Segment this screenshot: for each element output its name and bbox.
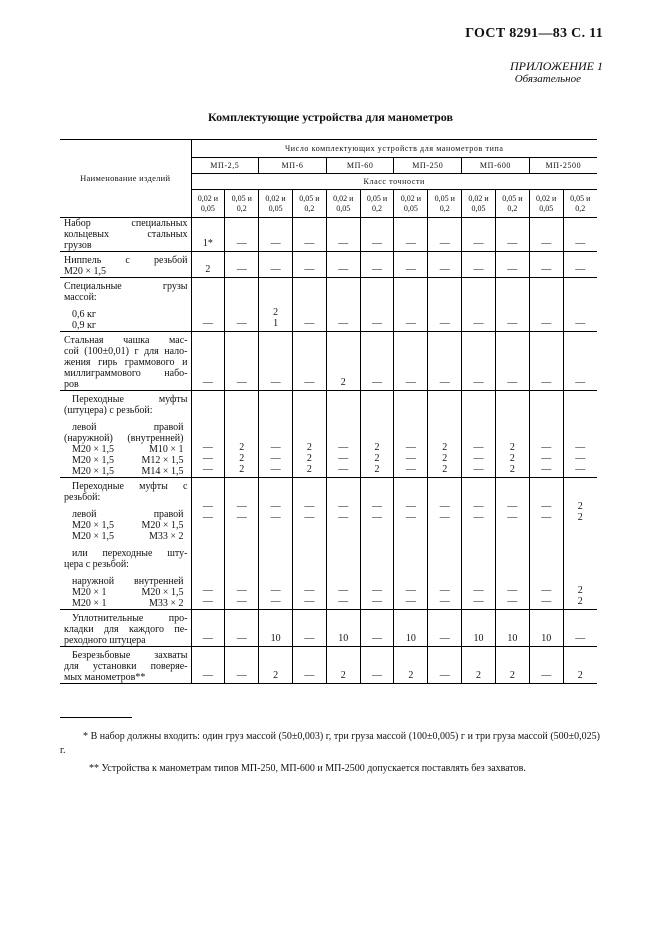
- value-cell: — — — —: [428, 478, 462, 610]
- value-cell: —: [292, 218, 326, 252]
- value-cell: — — —: [191, 391, 225, 478]
- value-cell: —: [462, 218, 496, 252]
- value-cell: —: [394, 218, 428, 252]
- value-cell: 2 2 2: [428, 391, 462, 478]
- value-cell: 2 2 2: [360, 391, 394, 478]
- value-cell: —: [563, 252, 597, 278]
- value-cell: 2: [326, 647, 360, 684]
- value-cell: —: [292, 252, 326, 278]
- value-cell: —: [529, 252, 563, 278]
- class-cell: 0,02 и 0,05: [529, 190, 563, 218]
- value-cell: —: [225, 610, 259, 647]
- value-cell: —: [225, 647, 259, 684]
- value-cell: —: [360, 332, 394, 391]
- class-cell: 0,05 и 0,2: [428, 190, 462, 218]
- value-cell: —: [292, 278, 326, 332]
- value-cell: —: [428, 610, 462, 647]
- value-cell: — — —: [394, 391, 428, 478]
- value-cell: —: [191, 647, 225, 684]
- value-cell: 2: [326, 332, 360, 391]
- table-title: Комплектующие устройства для манометров: [208, 110, 453, 124]
- table-row: [60, 478, 597, 610]
- type-header: МП-2,5: [191, 158, 259, 174]
- appendix-title: ПРИЛОЖЕНИЕ 1: [510, 59, 603, 73]
- value-cell: — — —: [259, 391, 293, 478]
- value-cell: — — —: [462, 391, 496, 478]
- value-cell: —: [428, 278, 462, 332]
- count-header: Число комплектующих устройств для манометров типа: [191, 140, 597, 158]
- value-cell: — — —: [529, 391, 563, 478]
- class-cell: 0,05 и 0,2: [563, 190, 597, 218]
- value-cell: —: [292, 332, 326, 391]
- value-cell: 10: [259, 610, 293, 647]
- class-cell: 0,05 и 0,2: [225, 190, 259, 218]
- value-cell: — — — —: [462, 478, 496, 610]
- value-cell: — — — —: [292, 478, 326, 610]
- value-cell: —: [225, 252, 259, 278]
- value-cell: 10: [326, 610, 360, 647]
- row-name: Набор специальных кольцевых стальных грузов: [60, 218, 191, 252]
- value-cell: 2 2 2 2: [563, 478, 597, 610]
- value-cell: 2: [394, 647, 428, 684]
- name-column-header: Наименование изделий: [60, 140, 191, 218]
- value-cell: 10: [529, 610, 563, 647]
- table-row: [60, 278, 597, 332]
- table-row: [60, 252, 597, 278]
- footnote-1: * В набор должны входить: один груз массой (50±0,003) г, три груза массой (100±0,005) г и три груза массой (500±0,025) г.: [60, 731, 600, 756]
- value-cell: —: [428, 647, 462, 684]
- footnote-divider: [60, 717, 132, 718]
- footnote-2: ** Устройства к манометрам типов МП-250, МП-600 и МП-2500 допускается поставлять без захватов.: [89, 763, 526, 774]
- class-cell: 0,02 и 0,05: [394, 190, 428, 218]
- value-cell: 2: [495, 647, 529, 684]
- value-cell: —: [225, 332, 259, 391]
- value-cell: —: [495, 332, 529, 391]
- value-cell: — — — —: [191, 478, 225, 610]
- table-row: [60, 610, 597, 647]
- value-cell: —: [428, 332, 462, 391]
- value-cell: — — — —: [495, 478, 529, 610]
- value-cell: —: [563, 278, 597, 332]
- value-cell: —: [394, 278, 428, 332]
- value-cell: — — —: [326, 391, 360, 478]
- value-cell: —: [428, 252, 462, 278]
- class-cell: 0,05 и 0,2: [360, 190, 394, 218]
- value-cell: 2 2 2: [495, 391, 529, 478]
- row-name: Уплотнительные про- кладки для каждого пе- реходного штуцера: [60, 610, 191, 647]
- value-cell: — — — —: [326, 478, 360, 610]
- row-name: Специальные грузы массой: 0,6 кг 0,9 кг: [60, 278, 191, 332]
- value-cell: —: [326, 252, 360, 278]
- value-cell: —: [394, 252, 428, 278]
- value-cell: —: [360, 647, 394, 684]
- value-cell: —: [529, 218, 563, 252]
- value-cell: — — — —: [259, 478, 293, 610]
- value-cell: 2: [191, 252, 225, 278]
- value-cell: —: [259, 332, 293, 391]
- class-header: Класс точности: [191, 174, 597, 190]
- value-cell: —: [394, 332, 428, 391]
- value-cell: —: [360, 610, 394, 647]
- value-cell: —: [563, 332, 597, 391]
- value-cell: 2: [462, 647, 496, 684]
- value-cell: —: [529, 647, 563, 684]
- value-cell: 1*: [191, 218, 225, 252]
- class-cell: 0,05 и 0,2: [495, 190, 529, 218]
- value-cell: —: [360, 252, 394, 278]
- value-cell: 2 1: [259, 278, 293, 332]
- value-cell: — — — —: [529, 478, 563, 610]
- class-cell: 0,02 и 0,05: [259, 190, 293, 218]
- value-cell: —: [292, 610, 326, 647]
- value-cell: —: [191, 278, 225, 332]
- table-row: [60, 647, 597, 684]
- value-cell: —: [326, 278, 360, 332]
- value-cell: —: [529, 332, 563, 391]
- class-cell: 0,02 и 0,05: [191, 190, 225, 218]
- value-cell: —: [529, 278, 563, 332]
- table-row: [60, 218, 597, 252]
- value-cell: —: [225, 278, 259, 332]
- value-cell: —: [360, 218, 394, 252]
- class-cell: 0,02 и 0,05: [326, 190, 360, 218]
- value-cell: 2: [259, 647, 293, 684]
- value-cell: — — —: [563, 391, 597, 478]
- row-name: Стальная чашка мас- сой (100±0,01) г для нало- жения гирь граммового и миллиграммового набо- ров: [60, 332, 191, 391]
- value-cell: 10: [394, 610, 428, 647]
- row-name: Ниппель с резьбой М20 × 1,5: [60, 252, 191, 278]
- appendix-status: Обязательное: [514, 73, 581, 85]
- page-header: ГОСТ 8291—83 С. 11: [465, 26, 603, 41]
- value-cell: — — — —: [394, 478, 428, 610]
- value-cell: —: [225, 218, 259, 252]
- value-cell: —: [292, 647, 326, 684]
- value-cell: —: [259, 218, 293, 252]
- table-row: [60, 391, 597, 478]
- value-cell: —: [462, 252, 496, 278]
- value-cell: —: [495, 252, 529, 278]
- type-header: МП-2500: [529, 158, 597, 174]
- row-name: Переходные муфты с резьбой: левой правой М20 × 1,5 М20 × 1,5 М20 × 1,5 М33 × 2 или переходные шту- цера с резьбой: наружной внутренней М20 × 1 М20 × 1,5 М20 × 1 М33 × 2: [60, 478, 191, 610]
- value-cell: —: [360, 278, 394, 332]
- components-table: [60, 139, 597, 684]
- class-cell: 0,05 и 0,2: [292, 190, 326, 218]
- value-cell: —: [462, 332, 496, 391]
- type-header: МП-250: [394, 158, 462, 174]
- value-cell: —: [495, 278, 529, 332]
- value-cell: 10: [495, 610, 529, 647]
- value-cell: —: [191, 610, 225, 647]
- value-cell: 10: [462, 610, 496, 647]
- value-cell: 2: [563, 647, 597, 684]
- row-name: Переходные муфты (штуцера) с резьбой: левой правой (наружной) (внутренней) М20 × 1,5 М10 × 1 М20 × 1,5 М12 × 1,5 М20 × 1,5 М14 × 1,5: [60, 391, 191, 478]
- value-cell: 2 2 2: [292, 391, 326, 478]
- row-name: Безрезьбовые захваты для установки поверяе- мых манометров**: [60, 647, 191, 684]
- type-header: МП-60: [326, 158, 394, 174]
- value-cell: — — — —: [360, 478, 394, 610]
- value-cell: —: [563, 218, 597, 252]
- type-header: МП-6: [259, 158, 327, 174]
- value-cell: 2 2 2: [225, 391, 259, 478]
- value-cell: —: [462, 278, 496, 332]
- value-cell: —: [495, 218, 529, 252]
- value-cell: —: [428, 218, 462, 252]
- value-cell: —: [563, 610, 597, 647]
- value-cell: —: [191, 332, 225, 391]
- value-cell: — — — —: [225, 478, 259, 610]
- type-header: МП-600: [462, 158, 530, 174]
- value-cell: —: [326, 218, 360, 252]
- class-cell: 0,02 и 0,05: [462, 190, 496, 218]
- value-cell: —: [259, 252, 293, 278]
- table-row: [60, 332, 597, 391]
